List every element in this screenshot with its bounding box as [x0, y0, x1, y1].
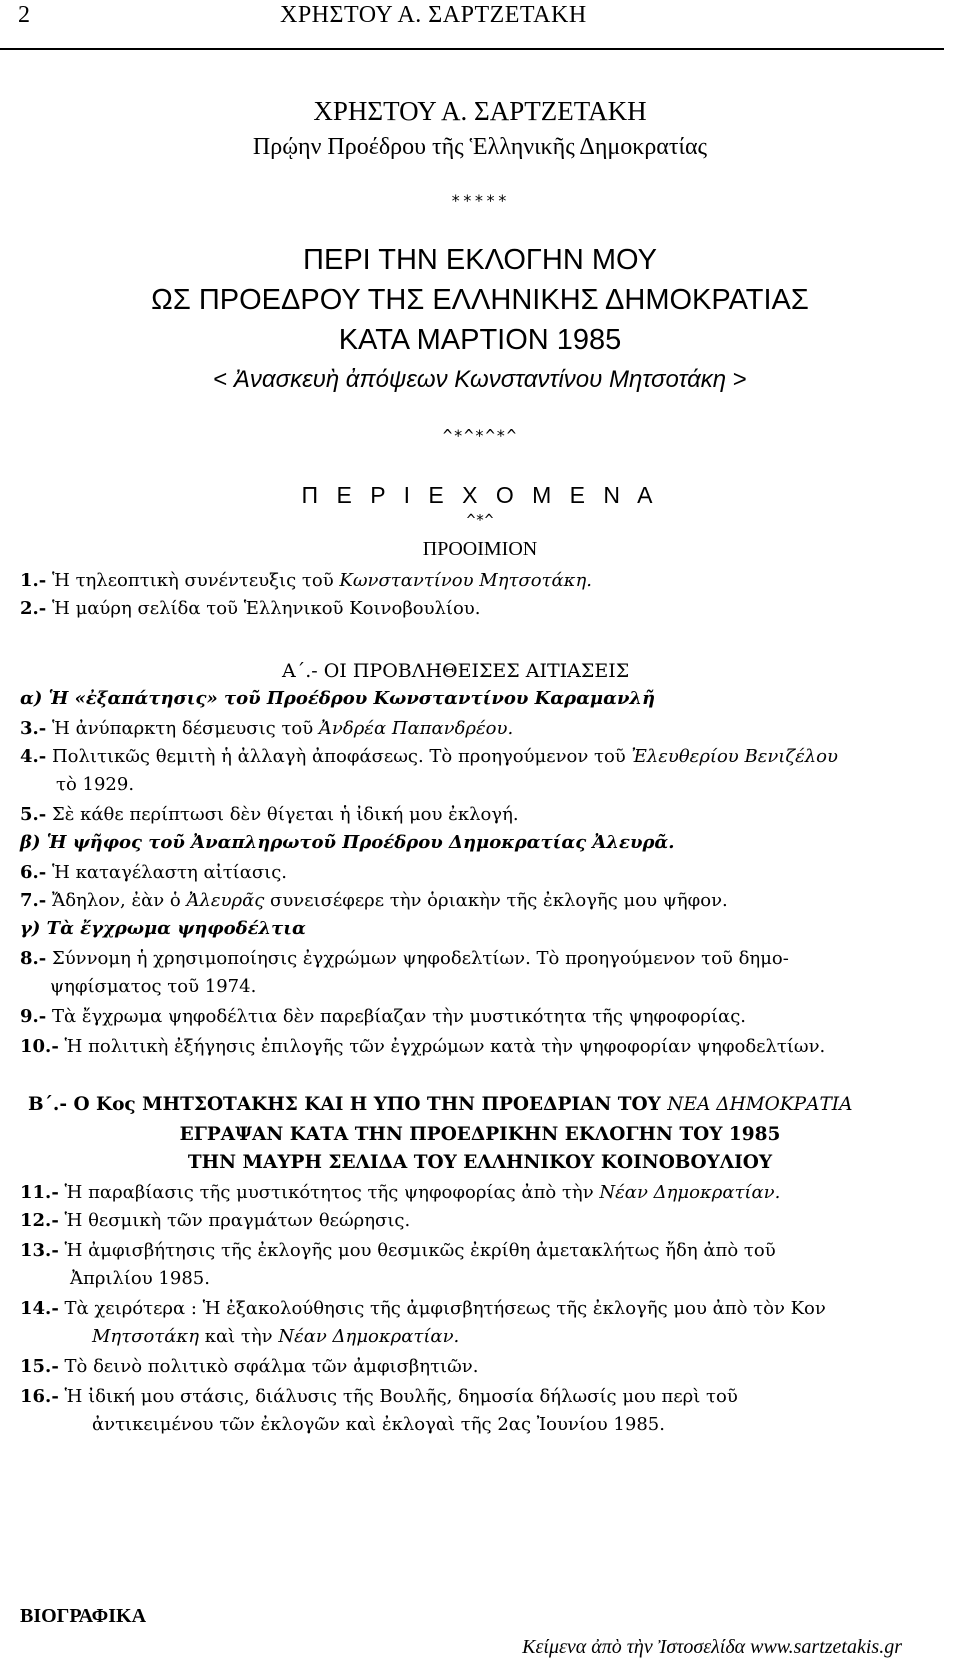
ornament-separator: ^*^*^*^ — [442, 426, 518, 445]
book-subtitle: < Ἀνασκευὴ ἀπόψεων Κωνσταντίνου Μητσοτάκη > — [213, 366, 747, 393]
contents-heading: Π Ε Ρ Ι Ε Χ Ο Μ Ε Ν Α — [301, 482, 659, 508]
toc-item-16-cont: ἀντικειμένου τῶν ἐκλογῶν καὶ ἐκλογαὶ τῆς 2ας Ἰουνίου 1985. — [92, 1414, 665, 1435]
toc-item-5: 5.- Σὲ κάθε περίπτωσι δὲν θίγεται ἡ ἰδική μου ἐκλογή. — [20, 804, 519, 825]
stars-separator: ***** — [450, 191, 510, 210]
section-a-heading: Α΄.- ΟΙ ΠΡΟΒΛΗΘΕΙΣΕΣ ΑΙΤΙΑΣΕΙΣ — [282, 660, 630, 682]
toc-item-13: 13.- Ἡ ἀμφισβήτησις τῆς ἐκλογῆς μου θεσμικῶς ἐκρίθη ἀμετακλήτως ἤδη ἀπὸ τοῦ — [20, 1240, 776, 1261]
section-b-heading: Β΄.- Ο Κος ΜΗΤΣΟΤΑΚΗΣ ΚΑΙ Η ΥΠΟ ΤΗΝ ΠΡΟΕΔΡΙΑΝ ΤΟΥ ΝΕΑ ΔΗΜΟΚΡΑΤΙΑ — [28, 1094, 853, 1115]
prooimion-heading: ΠΡΟΟΙΜΙΟΝ — [422, 538, 538, 560]
book-title-line-2: ΩΣ ΠΡΟΕΔΡΟΥ ΤΗΣ ΕΛΛΗΝΙΚΗΣ ΔΗΜΟΚΡΑΤΙΑΣ — [151, 284, 809, 316]
footer-section-label: ΒΙΟΓΡΑΦΙΚΑ — [20, 1605, 147, 1627]
subsection-g: γ) Τὰ ἔγχρωμα ψηφοδέλτια — [20, 918, 306, 939]
toc-item-4: 4.- Πολιτικῶς θεμιτὴ ἡ ἀλλαγὴ ἀποφάσεως. Τὸ προηγούμενον τοῦ Ἐλευθερίου Βενιζέλου — [20, 746, 838, 767]
toc-item-2: 2.- Ἡ μαύρη σελίδα τοῦ Ἑλληνικοῦ Κοινοβουλίου. — [20, 598, 481, 619]
footer-source: Κείμενα ἀπὸ τὴν Ἰστοσελίδα www.sartzetakis.gr — [522, 1636, 902, 1658]
toc-item-6: 6.- Ἡ καταγέλαστη αἰτίασις. — [20, 862, 288, 883]
toc-item-3: 3.- Ἡ ἀνύπαρκτη δέσμευσις τοῦ Ἀνδρέα Παπανδρέου. — [20, 718, 514, 739]
toc-item-9: 9.- Τὰ ἔγχρωμα ψηφοδέλτια δὲν παρεβίαζαν τὴν μυστικότητα τῆς ψηφοφορίας. — [20, 1006, 747, 1027]
toc-item-13-cont: Ἀπριλίου 1985. — [70, 1268, 210, 1289]
ornament-separator-small: ^*^ — [466, 511, 494, 529]
toc-item-11: 11.- Ἡ παραβίασις τῆς μυστικότητος τῆς ψηφοφορίας ἀπὸ τὴν Νέαν Δημοκρατίαν. — [20, 1182, 781, 1203]
toc-item-10: 10.- Ἡ πολιτικὴ ἐξήγησις ἐπιλογῆς τῶν ἐγχρώμων κατὰ τὴν ψηφοφορίαν ψηφοδελτίων. — [20, 1036, 826, 1057]
toc-item-15: 15.- Τὸ δεινὸ πολιτικὸ σφάλμα τῶν ἀμφισβητιῶν. — [20, 1356, 479, 1377]
toc-item-8: 8.- Σύννομη ἡ χρησιμοποίησις ἐγχρώμων ψηφοδελτίων. Τὸ προηγούμενον τοῦ δημο- — [20, 948, 789, 969]
toc-item-7: 7.- Ἄδηλον, ἐὰν ὁ Ἀλευρᾶς συνεισέφερε τὴν ὁριακὴν τῆς ἐκλογῆς μου ψῆφον. — [20, 890, 728, 911]
book-title-line-1: ΠΕΡΙ ΤΗΝ ΕΚΛΟΓΗΝ ΜΟΥ — [303, 244, 657, 276]
running-header-title: ΧΡΗΣΤΟΥ Α. ΣΑΡΤΖΕΤΑΚΗ — [280, 2, 587, 28]
author-subtitle: Πρῴην Προέδρου τῆς Ἑλληνικῆς Δημοκρατίας — [252, 134, 708, 160]
section-b-heading-line-2: ΕΓΡΑΨΑΝ ΚΑΤΑ ΤΗΝ ΠΡΟΕΔΡΙΚΗΝ ΕΚΛΟΓΗΝ ΤΟΥ 1985 — [179, 1124, 781, 1145]
section-b-heading-line-3: ΤΗΝ ΜΑΥΡΗ ΣΕΛΙΔΑ ΤΟΥ ΕΛΛΗΝΙΚΟΥ ΚΟΙΝΟΒΟΥΛΙΟΥ — [187, 1152, 773, 1173]
subsection-b: β) Ἡ ψῆφος τοῦ Ἀναπληρωτοῦ Προέδρου Δημοκρατίας Ἀλευρᾶ. — [20, 832, 675, 853]
toc-item-8-cont: ψηφίσματος τοῦ 1974. — [50, 976, 257, 997]
toc-item-16: 16.- Ἡ ἰδική μου στάσις, διάλυσις τῆς Βουλῆς, δημοσία δήλωσίς μου περὶ τοῦ — [20, 1386, 738, 1407]
header-rule — [0, 48, 944, 50]
toc-item-14-cont: Μητσοτάκη καὶ τὴν Νέαν Δημοκρατίαν. — [92, 1326, 460, 1347]
page-number: 2 — [18, 2, 30, 28]
subsection-a: α) Ἡ «ἐξαπάτησις» τοῦ Προέδρου Κωνσταντίνου Καραμανλῆ — [20, 688, 656, 709]
toc-item-4-cont: τὸ 1929. — [56, 774, 135, 795]
book-title-line-3: ΚΑΤΑ ΜΑΡΤΙΟΝ 1985 — [338, 324, 622, 356]
toc-item-14: 14.- Τὰ χειρότερα : Ἡ ἐξακολούθησις τῆς ἀμφισβητήσεως τῆς ἐκλογῆς μου ἀπὸ τὸν Κον — [20, 1298, 826, 1319]
toc-item-12: 12.- Ἡ θεσμικὴ τῶν πραγμάτων θεώρησις. — [20, 1210, 411, 1231]
author-name: ΧΡΗΣΤΟΥ Α. ΣΑΡΤΖΕΤΑΚΗ — [313, 96, 647, 126]
toc-item-1: 1.- Ἡ τηλεοπτικὴ συνέντευξις τοῦ Κωνσταντίνου Μητσοτάκη. — [20, 570, 592, 591]
